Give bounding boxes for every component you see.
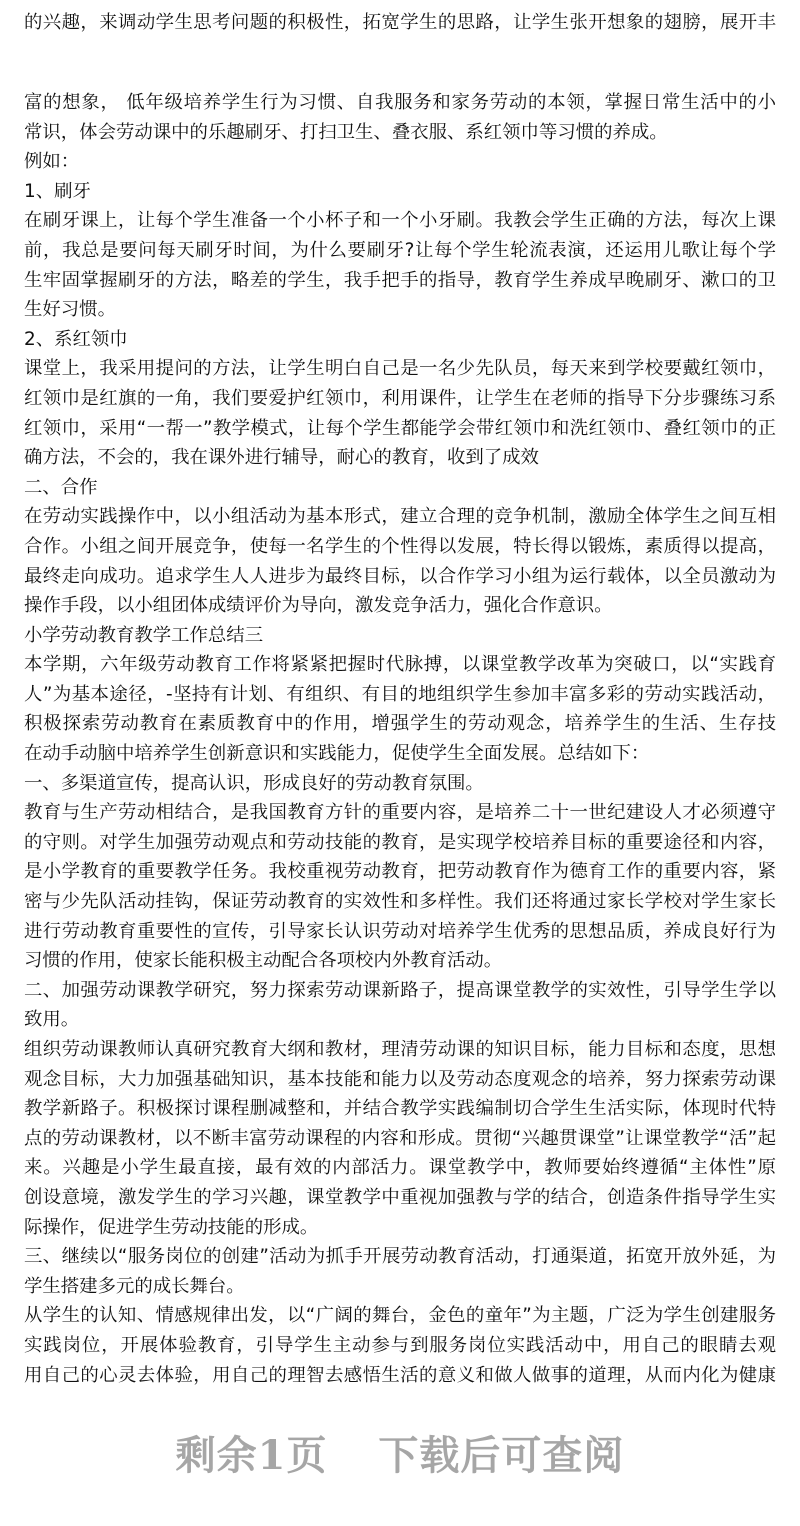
text-line: 的兴趣，来调动学生思考问题的积极性，拓宽学生的思路，让学生张开想象的翅膀，展开丰 (24, 12, 776, 33)
text-line: 点的劳动课教材，以不断丰富劳动课程的内容和形成。贯彻“兴趣贯课堂”让课堂教学“活”起 (24, 1127, 776, 1149)
text-line: 本学期，六年级劳动教育工作将紧紧把握时代脉搏，以课堂教学改革为突破口，以“实践育 (24, 654, 776, 676)
document-text-body (24, 88, 776, 1390)
remaining-pages-label: 剩余1页 (175, 1432, 328, 1479)
text-line: 密与少先队活动挂钩，保证劳动教育的实效性和多样性。我们还将通过家长学校对学生家长 (24, 891, 776, 913)
text-line: 的守则。对学生加强劳动观点和劳动技能的教育，是实现学校培养目标的重要途径和内容， (24, 831, 776, 853)
text-line: 富的想象， 低年级培养学生行为习惯、自我服务和家务劳动的本领，掌握日常生活中的小 (24, 92, 776, 113)
text-line: 致用。 (24, 1009, 80, 1031)
text-line: 在刷牙课上，让每个学生准备一个小杯子和一个小牙刷。我教会学生正确的方法，每次上课 (24, 210, 776, 232)
download-to-view-label[interactable]: 下载后可查阅 (378, 1432, 625, 1479)
text-line: 二、合作 (24, 476, 98, 498)
text-line: 教育与生产劳动相结合，是我国教育方针的重要内容，是培养二十一世纪建设人才必须遵守 (24, 802, 776, 824)
text-line: 从学生的认知、情感规律出发，以“广阔的舞台，金色的童年”为主题，广泛为学生创建服务 (24, 1305, 776, 1327)
text-line: 用自己的心灵去体验，用自己的理智去感悟生活的意义和做人做事的道理，从而内化为健康 (24, 1364, 776, 1386)
text-line: 教学新路子。积极探讨课程删减整和，并结合教学实践编制切合学生生活实际，体现时代特 (24, 1098, 776, 1120)
text-line: 合作。小组之间开展竞争，使每一名学生的个性得以发展，特长得以锻炼，素质得以提高， (24, 535, 776, 557)
text-line: 2、系红领巾 (24, 328, 128, 350)
text-line: 课堂上，我采用提问的方法，让学生明白自己是一名少先队员，每天来到学校要戴红领巾， (24, 358, 776, 380)
text-line: 实践岗位，开展体验教育，引导学生主动参与到服务岗位实践活动中，用自己的眼睛去观 (24, 1334, 776, 1356)
text-line: 1、刷牙 (24, 180, 91, 202)
text-line: 积极探索劳动教育在素质教育中的作用，增强学生的劳动观念，培养学生的生活、生存技 (24, 713, 776, 735)
text-line: 观念目标，大力加强基础知识，基本技能和能力以及劳动态度观念的培养，努力探索劳动课 (24, 1068, 776, 1090)
text-line: 前，我总是要问每天刷牙时间，为什么要刷牙?让每个学生轮流表演，还运用儿歌让每个学 (24, 239, 776, 261)
document-text-top (24, 8, 776, 38)
text-line: 最终走向成功。追求学生人人进步为最终目标，以合作学习小组为运行载体，以全员激动为 (24, 565, 776, 587)
download-prompt[interactable] (0, 1424, 800, 1481)
text-line: 人”为基本途径，-坚持有计划、有组织、有目的地组织学生参加丰富多彩的劳动实践活动， (24, 683, 776, 705)
text-line: 小学劳动教育教学工作总结三 (24, 624, 264, 646)
text-line: 红领巾，采用“一帮一”教学模式，让每个学生都能学会带红领巾和洗红领巾、叠红领巾的正 (24, 417, 776, 439)
text-line: 学生搭建多元的成长舞台。 (24, 1275, 245, 1297)
text-line: 习惯的作用，使家长能积极主动配合各项校内外教育活动。 (24, 950, 503, 972)
text-line: 在动手动脑中培养学生创新意识和实践能力，促使学生全面发展。总结如下： (24, 743, 650, 765)
text-line: 确方法，不会的，我在课外进行辅导，耐心的教育，收到了成效 (24, 447, 539, 469)
text-line: 常识，体会劳动课中的乐趣刷牙、打扫卫生、叠衣服、系红领巾等习惯的养成。 (24, 121, 668, 143)
text-line: 一、多渠道宣传，提高认识，形成良好的劳动教育氛围。 (24, 772, 484, 794)
text-line: 红领巾是红旗的一角，我们要爱护红领巾，利用课件，让学生在老师的指导下分步骤练习系 (24, 387, 776, 409)
text-line: 来。兴趣是小学生最直接，最有效的内部活力。课堂教学中，教师要始终遵循“主体性”原 (24, 1157, 776, 1179)
text-line: 在劳动实践操作中，以小组活动为基本形式，建立合理的竞争机制，激励全体学生之间互相 (24, 506, 776, 528)
text-line: 生好习惯。 (24, 299, 116, 321)
text-line: 是小学教育的重要教学任务。我校重视劳动教育，把劳动教育作为德育工作的重要内容，紧 (24, 861, 776, 883)
text-line: 生牢固掌握刷牙的方法，略差的学生，我手把手的指导，教育学生养成早晚刷牙、漱口的卫 (24, 269, 776, 291)
text-line: 操作手段，以小组团体成绩评价为导向，激发竞争活力，强化合作意识。 (24, 595, 613, 617)
text-line: 例如： (24, 151, 80, 173)
text-line: 组织劳动课教师认真研究教育大纲和教材，理清劳动课的知识目标，能力目标和态度，思想 (24, 1039, 776, 1060)
text-line: 二、加强劳动课教学研究，努力探索劳动课新路子，提高课堂教学的实效性，引导学生学以 (24, 979, 776, 1001)
text-line: 际操作，促进学生劳动技能的形成。 (24, 1216, 319, 1238)
text-line: 三、继续以“服务岗位的创建”活动为抓手开展劳动教育活动，打通渠道，拓宽开放外延，为 (24, 1246, 776, 1268)
text-line: 进行劳动教育重要性的宣传，引导家长认识劳动对培养学生优秀的思想品质，养成良好行为 (24, 920, 776, 942)
text-line: 创设意境，激发学生的学习兴趣，课堂教学中重视加强教与学的结合，创造条件指导学生实 (24, 1186, 776, 1208)
